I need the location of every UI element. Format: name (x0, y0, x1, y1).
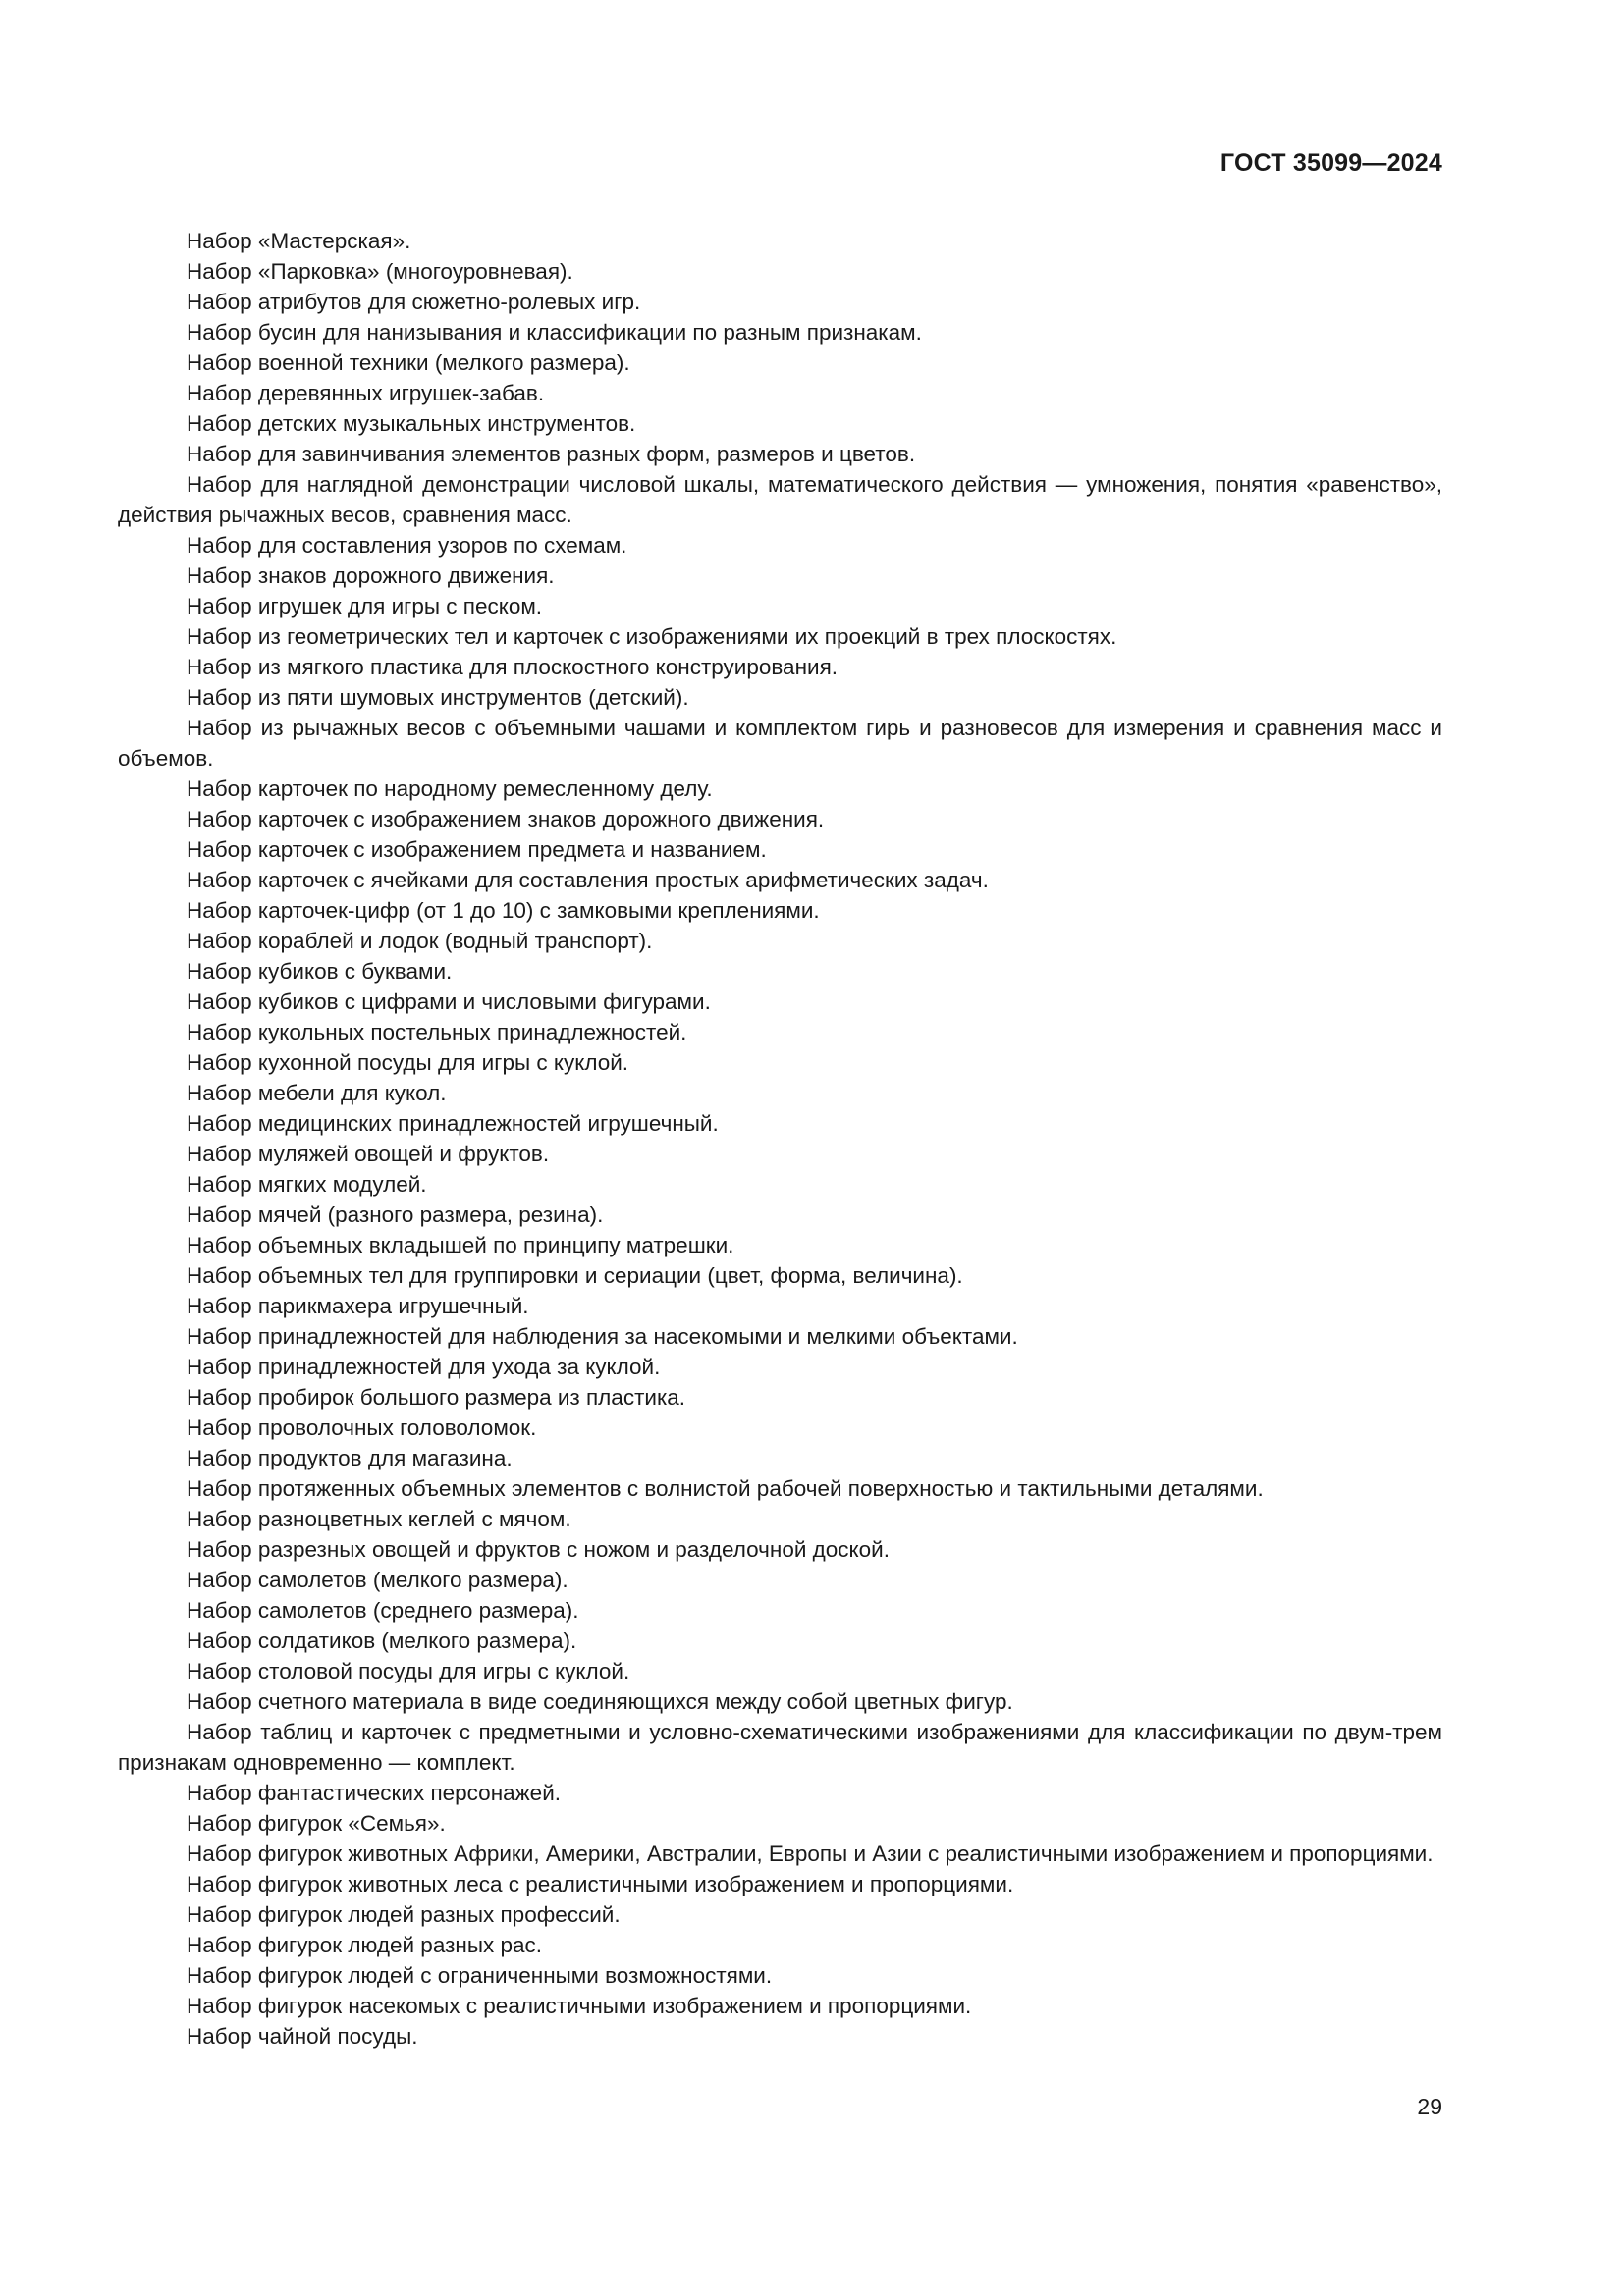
list-item: Набор мячей (разного размера, резина). (187, 1202, 604, 1227)
list-item: Набор знаков дорожного движения. (187, 563, 555, 588)
list-item: Набор медицинских принадлежностей игрушечный. (187, 1111, 719, 1136)
list-item: Набор таблиц и карточек с предметными и условно-схематическими изображениями для классификации по двум-трем признакам одновременно — комплект. (118, 1720, 1442, 1775)
list-item: Набор «Парковка» (многоуровневая). (187, 259, 573, 284)
list-item: Набор пробирок большого размера из пластика. (187, 1385, 686, 1410)
list-item: Набор фигурок животных Африки, Америки, Австралии, Европы и Азии с реалистичными изображением и пропорциями. (187, 1842, 1434, 1866)
list-item: Набор фантастических персонажей. (187, 1781, 562, 1805)
list-item: Набор из геометрических тел и карточек с изображениями их проекций в трех плоскостях. (187, 624, 1117, 649)
list-item: Набор детских музыкальных инструментов. (187, 411, 636, 436)
list-item: Набор из мягкого пластика для плоскостного конструирования. (187, 655, 839, 679)
list-item: Набор атрибутов для сюжетно-ролевых игр. (187, 290, 641, 314)
list-item: Набор проволочных головоломок. (187, 1415, 537, 1440)
list-item: Набор разноцветных кеглей с мячом. (187, 1507, 571, 1531)
list-item: Набор фигурок «Семья». (187, 1811, 446, 1836)
list-item: Набор столовой посуды для игры с куклой. (187, 1659, 630, 1683)
list-item: Набор протяженных объемных элементов с волнистой рабочей поверхностью и тактильными деталями. (187, 1476, 1264, 1501)
list-item: Набор военной техники (мелкого размера). (187, 350, 630, 375)
list-item: Набор мягких модулей. (187, 1172, 427, 1197)
list-item: Набор муляжей овощей и фруктов. (187, 1142, 550, 1166)
list-item: Набор из пяти шумовых инструментов (детский). (187, 685, 689, 710)
list-item: Набор солдатиков (мелкого размера). (187, 1629, 577, 1653)
list-item: Набор принадлежностей для ухода за куклой. (187, 1355, 661, 1379)
list-item: Набор карточек по народному ремесленному делу. (187, 776, 713, 801)
list-item: Набор для составления узоров по схемам. (187, 533, 627, 558)
list-item: Набор карточек-цифр (от 1 до 10) с замковыми креплениями. (187, 898, 820, 923)
list-item: Набор продуктов для магазина. (187, 1446, 513, 1470)
list-item: Набор карточек с изображением знаков дорожного движения. (187, 807, 825, 831)
list-item: Набор самолетов (мелкого размера). (187, 1568, 568, 1592)
list-item: Набор фигурок людей с ограниченными возможностями. (187, 1963, 773, 1988)
list-item: Набор фигурок людей разных рас. (187, 1933, 543, 1957)
list-item: Набор карточек с ячейками для составления простых арифметических задач. (187, 868, 989, 892)
list-item: Набор фигурок насекомых с реалистичными изображением и пропорциями. (187, 1994, 972, 2018)
list-item: Набор чайной посуды. (187, 2024, 418, 2049)
list-item: Набор объемных вкладышей по принципу матрешки. (187, 1233, 734, 1257)
page-number: 29 (1417, 2094, 1442, 2119)
list-item: Набор из рычажных весов с объемными чашами и комплектом гирь и разновесов для измерения и сравнения масс и объемов. (118, 716, 1442, 771)
document-header: ГОСТ 35099—2024 (1219, 149, 1442, 177)
list-item: Набор кубиков с буквами. (187, 959, 453, 984)
list-item: Набор счетного материала в виде соединяющихся между собой цветных фигур. (187, 1689, 1013, 1714)
list-item: Набор кукольных постельных принадлежностей. (187, 1020, 687, 1044)
list-item: Набор для завинчивания элементов разных форм, размеров и цветов. (187, 442, 916, 466)
list-item: Набор парикмахера игрушечный. (187, 1294, 529, 1318)
list-item: Набор кубиков с цифрами и числовыми фигурами. (187, 989, 711, 1014)
list-item: Набор принадлежностей для наблюдения за насекомыми и мелкими объектами. (187, 1324, 1018, 1349)
list-item: Набор разрезных овощей и фруктов с ножом и разделочной доской. (187, 1537, 890, 1562)
list-item: Набор игрушек для игры с песком. (187, 594, 543, 618)
list-item: Набор самолетов (среднего размера). (187, 1598, 579, 1623)
list-item: Набор для наглядной демонстрации числовой шкалы, математического действия — умножения, понятия «равенство», действия рычажных весов, сравнения масс. (118, 472, 1442, 527)
list-item: Набор фигурок людей разных профессий. (187, 1902, 621, 1927)
list-item: Набор кухонной посуды для игры с куклой. (187, 1050, 629, 1075)
list-item: Набор карточек с изображением предмета и названием. (187, 837, 767, 862)
item-list (118, 226, 1442, 2052)
list-item: Набор «Мастерская». (187, 229, 411, 253)
list-item: Набор мебели для кукол. (187, 1081, 447, 1105)
list-item: Набор объемных тел для группировки и сериации (цвет, форма, величина). (187, 1263, 963, 1288)
list-item: Набор деревянных игрушек-забав. (187, 381, 545, 405)
list-item: Набор фигурок животных леса с реалистичными изображением и пропорциями. (187, 1872, 1014, 1896)
list-item: Набор бусин для нанизывания и классификации по разным признакам. (187, 320, 922, 345)
list-item: Набор кораблей и лодок (водный транспорт). (187, 929, 653, 953)
